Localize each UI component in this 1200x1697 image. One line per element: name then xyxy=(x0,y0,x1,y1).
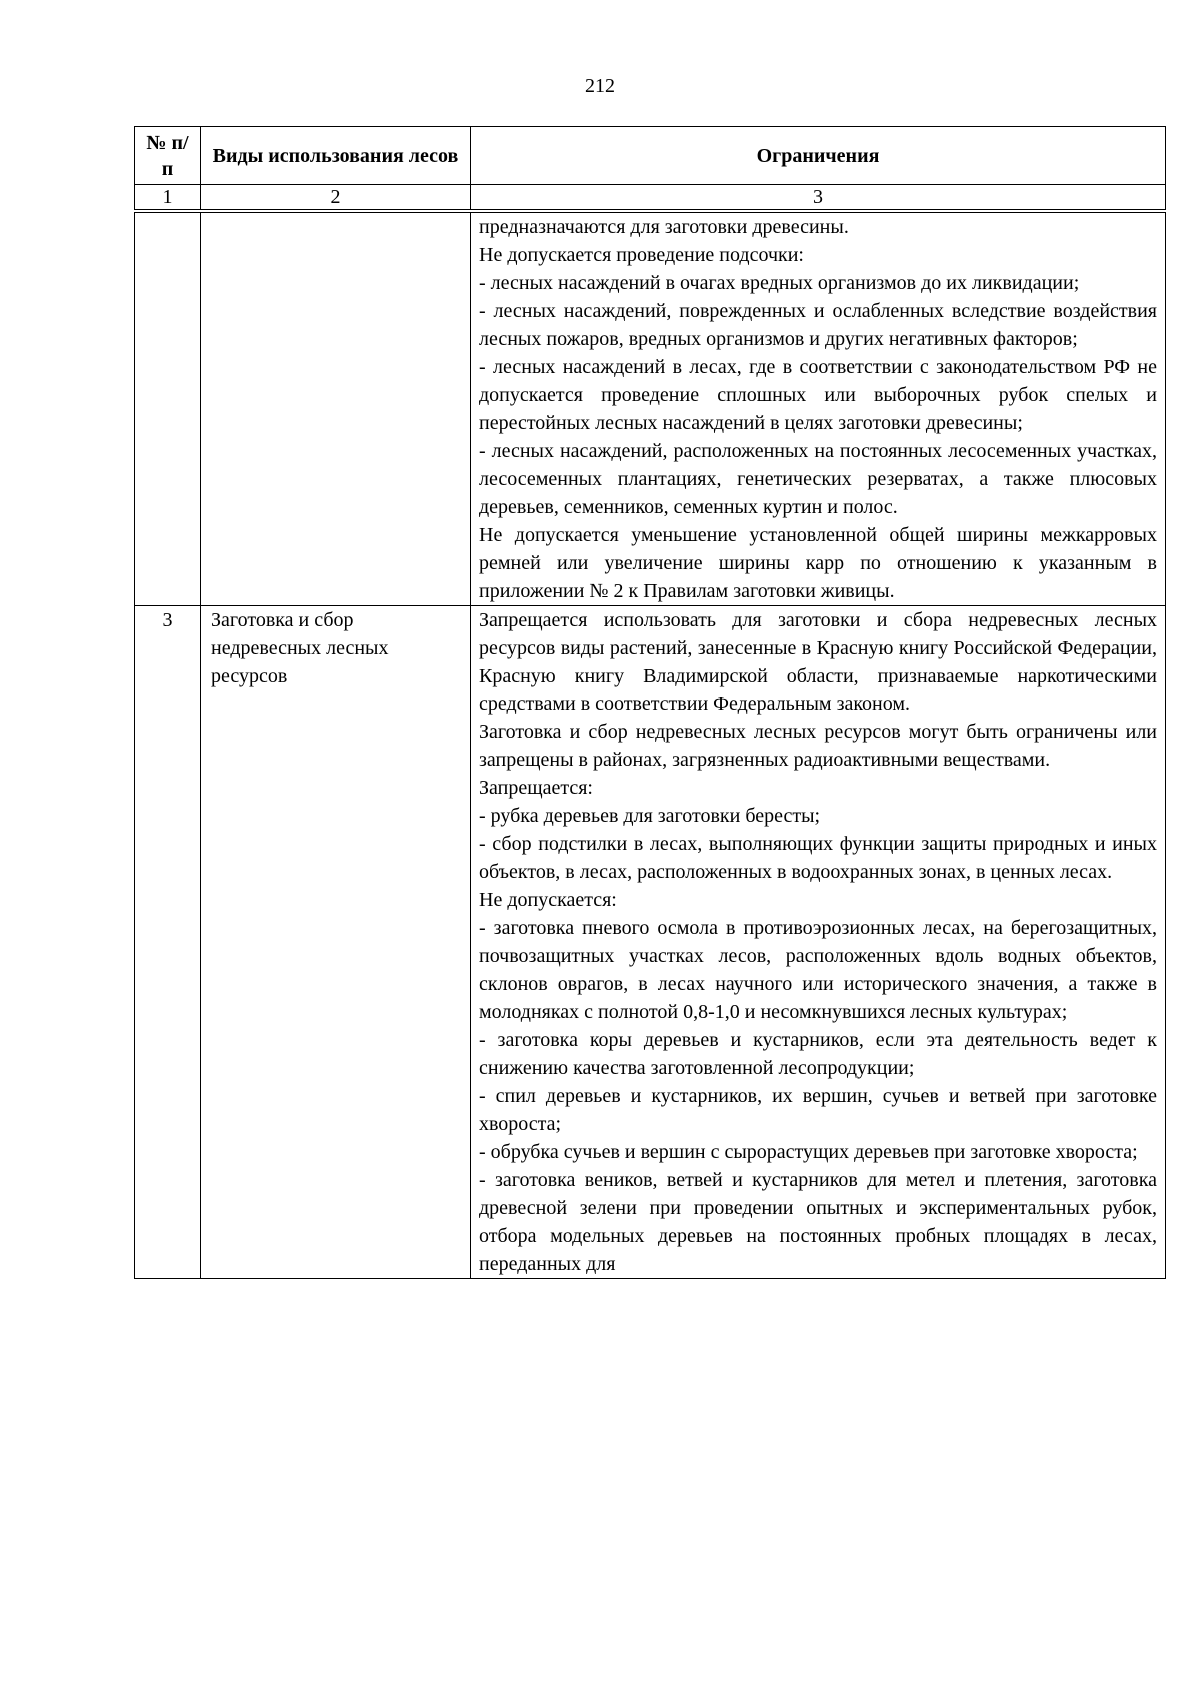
row-type xyxy=(201,211,471,606)
paragraph: - лесных насаждений, расположенных на постоянных лесосеменных участках, лесосеменных плантациях, генетических резерватах, а также плюсовых деревьев, семенников, семенных куртин и полос. xyxy=(479,440,1157,518)
restrictions-table xyxy=(134,126,1166,1279)
paragraph: Не допускается: xyxy=(479,889,617,911)
paragraph: - обрубка сучьев и вершин с сырорастущих деревьев при заготовке хвороста; xyxy=(479,1141,1138,1163)
paragraph: - сбор подстилки в лесах, выполняющих функции защиты природных и иных объектов, в лесах, расположенных в водоохранных зонах, в ценных лесах. xyxy=(479,833,1157,883)
paragraph: Запрещается использовать для заготовки и сбора недревесных лесных ресурсов виды растений, занесенные в Красную книгу Российской Федерации, Красную книгу Владимирской области, признаваемые наркотическими средствами в соответствии Федеральным законом. xyxy=(479,609,1157,715)
row-limits xyxy=(471,211,1166,606)
row-limits xyxy=(471,606,1166,1279)
column-number-1: 1 xyxy=(135,185,201,212)
header-limits: Ограничения xyxy=(471,127,1166,185)
paragraph: - лесных насаждений, поврежденных и ослабленных вследствие воздействия лесных пожаров, вредных организмов и других негативных факторов; xyxy=(479,300,1157,350)
row-number: 3 xyxy=(135,606,201,1279)
paragraph: - заготовка коры деревьев и кустарников, если эта деятельность ведет к снижению качества заготовленной лесопродукции; xyxy=(479,1029,1157,1079)
row-number xyxy=(135,211,201,606)
paragraph: Не допускается проведение подсочки: xyxy=(479,244,804,266)
header-row xyxy=(135,127,1166,185)
paragraph: Заготовка и сбор недревесных лесных ресурсов могут быть ограничены или запрещены в районах, загрязненных радиоактивными веществами. xyxy=(479,721,1157,771)
paragraph: - лесных насаждений в очагах вредных организмов до их ликвидации; xyxy=(479,272,1080,294)
header-type: Виды использования лесов xyxy=(201,127,471,185)
column-number-3: 3 xyxy=(471,185,1166,212)
table-row xyxy=(135,606,1166,1279)
paragraph: Не допускается уменьшение установленной общей ширины межкарровых ремней или увеличение ширины карр по отношению к указанным в приложении № 2 к Правилам заготовки живицы. xyxy=(479,524,1157,602)
header-num: № п/п xyxy=(135,127,201,185)
paragraph: - спил деревьев и кустарников, их вершин, сучьев и ветвей при заготовке хвороста; xyxy=(479,1085,1157,1135)
column-number-row xyxy=(135,185,1166,212)
row-type: Заготовка и сбор недревесных лесных ресурсов xyxy=(201,606,471,1279)
paragraph: предназначаются для заготовки древесины. xyxy=(479,216,849,238)
paragraph: Запрещается: xyxy=(479,777,593,799)
table-row xyxy=(135,211,1166,606)
paragraph: - лесных насаждений в лесах, где в соответствии с законодательством РФ не допускается проведение сплошных или выборочных рубок спелых и перестойных лесных насаждений в целях заготовки древесины; xyxy=(479,356,1157,434)
column-number-2: 2 xyxy=(201,185,471,212)
page-number: 212 xyxy=(585,75,615,97)
paragraph: - заготовка пневого осмола в противоэрозионных лесах, на берегозащитных, почвозащитных участках лесов, расположенных вдоль водных объектов, склонов оврагов, в лесах научного или исторического значения, а также в молодняках с полнотой 0,8-1,0 и несомкнувшихся лесных культурах; xyxy=(479,917,1157,1023)
paragraph: - рубка деревьев для заготовки бересты; xyxy=(479,805,821,827)
paragraph: - заготовка веников, ветвей и кустарников для метел и плетения, заготовка древесной зелени при проведении опытных и экспериментальных рубок, отбора модельных деревьев на постоянных пробных площадях в лесах, переданных для xyxy=(479,1169,1157,1275)
